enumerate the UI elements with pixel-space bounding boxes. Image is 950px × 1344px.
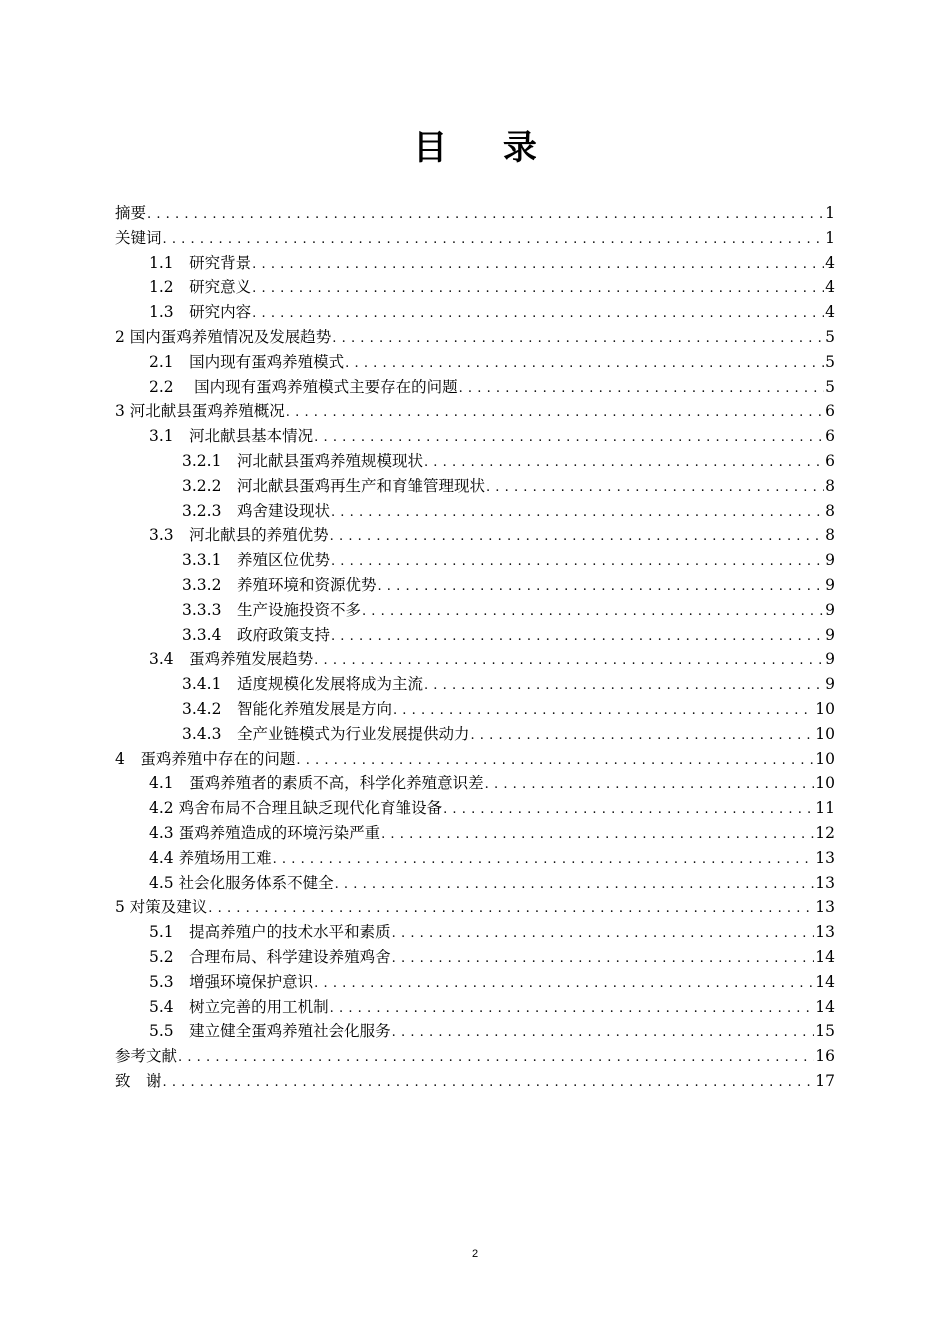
toc-leader-dots (314, 972, 814, 997)
toc-entry-label: 5.2 合理布局、科学建设养殖鸡舍 (149, 947, 391, 966)
toc-entry-page: 9 (825, 600, 835, 619)
toc-entry-label: 3.3 河北献县的养殖优势 (149, 526, 329, 545)
toc-entry (115, 300, 835, 325)
toc-entry (115, 350, 835, 375)
toc-entry-page: 6 (825, 427, 835, 446)
toc-entry-label: 3.4 蛋鸡养殖发展趋势 (149, 650, 314, 669)
toc-entry-label: 4.1 蛋鸡养殖者的素质不高，科学化养殖意识差 (149, 774, 484, 793)
toc-entry-page: 1 (825, 228, 835, 247)
toc-entry-page: 14 (815, 947, 835, 966)
toc-entry-label: 1.3 研究内容 (149, 303, 252, 322)
toc-entry (115, 1044, 835, 1069)
toc-entry-label: 5.3 增强环境保护意识 (149, 972, 314, 991)
toc-leader-dots (208, 897, 814, 922)
toc-entry-page: 14 (815, 972, 835, 991)
toc-entry-page: 8 (825, 501, 835, 520)
toc-entry-page: 17 (815, 1071, 835, 1090)
toc-entry (115, 995, 835, 1020)
toc-leader-dots (470, 724, 814, 749)
toc-entry-label: 4.4 养殖场用工难 (149, 848, 272, 867)
toc-leader-dots (330, 997, 815, 1022)
toc-entry-label: 3.4.3 全产业链模式为行业发展提供动力 (182, 724, 470, 743)
toc-leader-dots (296, 749, 814, 774)
toc-entry-page: 5 (825, 327, 835, 346)
toc-entry (115, 647, 835, 672)
toc-entry-page: 5 (825, 377, 835, 396)
toc-leader-dots (485, 773, 815, 798)
toc-entry-label: 1.1 研究背景 (149, 253, 252, 272)
toc-entry-page: 9 (825, 650, 835, 669)
toc-entry (115, 399, 835, 424)
toc-entry (115, 424, 835, 449)
toc-entry-page: 8 (825, 476, 835, 495)
toc-entry-label: 摘要 (115, 204, 147, 222)
toc-leader-dots (377, 575, 824, 600)
toc-entry-page: 15 (815, 1022, 835, 1041)
toc-entry-page: 9 (825, 625, 835, 644)
toc-entry (115, 275, 835, 300)
toc-entry (115, 846, 835, 871)
toc-entry (115, 499, 835, 524)
toc-leader-dots (345, 352, 824, 377)
toc-entry-page: 4 (825, 278, 835, 297)
toc-leader-dots (330, 525, 824, 550)
toc-entry-label: 2.1 国内现有蛋鸡养殖模式 (149, 352, 345, 371)
toc-entry-page: 9 (825, 675, 835, 694)
toc-leader-dots (314, 426, 824, 451)
toc-entry (115, 573, 835, 598)
toc-leader-dots (178, 1046, 814, 1071)
toc-leader-dots (331, 550, 824, 575)
toc-entry (115, 747, 835, 772)
toc-entry-label: 5.5 建立健全蛋鸡养殖社会化服务 (149, 1022, 391, 1041)
toc-entry-label: 3.2.1 河北献县蛋鸡养殖规模现状 (182, 451, 423, 470)
toc-entry (115, 796, 835, 821)
toc-entry (115, 920, 835, 945)
toc-leader-dots (147, 203, 824, 228)
toc-leader-dots (331, 501, 824, 526)
toc-leader-dots (459, 377, 825, 402)
toc-entry-label: 3.2.2 河北献县蛋鸡再生产和育雏管理现状 (182, 476, 485, 495)
toc-entry (115, 201, 835, 226)
toc-entry-page: 4 (825, 303, 835, 322)
toc-leader-dots (252, 302, 824, 327)
toc-entry-label: 4.5 社会化服务体系不健全 (149, 873, 334, 892)
toc-leader-dots (393, 699, 814, 724)
toc-entry (115, 1019, 835, 1044)
toc-entry-label: 4 蛋鸡养殖中存在的问题 (115, 749, 296, 768)
toc-entry-label: 5.4 树立完善的用工机制 (149, 997, 329, 1016)
toc-entry (115, 945, 835, 970)
page-title: 目 录 (413, 128, 559, 168)
toc-leader-dots (424, 674, 824, 699)
toc-entry-page: 9 (825, 551, 835, 570)
toc-entry (115, 623, 835, 648)
toc-entry-label: 致 谢 (115, 1071, 162, 1090)
toc-entry-page: 6 (825, 402, 835, 421)
toc-entry-label: 3.3.3 生产设施投资不多 (182, 600, 361, 619)
toc-entry (115, 970, 835, 995)
toc-leader-dots (163, 228, 825, 253)
toc-entry-page: 12 (815, 823, 835, 842)
toc-entry-page: 16 (815, 1047, 835, 1066)
toc-entry (115, 226, 835, 251)
toc-leader-dots (252, 277, 824, 302)
toc-entry-label: 4.3 蛋鸡养殖造成的环境污染严重 (149, 823, 381, 842)
toc-entry-label: 5 对策及建议 (115, 898, 208, 917)
toc-entry-label: 5.1 提高养殖户的技术水平和素质 (149, 923, 391, 942)
toc-entry-page: 10 (815, 774, 835, 793)
toc-entry (115, 722, 835, 747)
toc-entry (115, 251, 835, 276)
toc-entry-label: 3.3.2 养殖环境和资源优势 (182, 575, 377, 594)
toc-entry-label: 1.2 研究意义 (149, 278, 252, 297)
page-number: 2 (471, 1248, 479, 1260)
toc-leader-dots (331, 625, 824, 650)
toc-entry-page: 8 (825, 526, 835, 545)
toc-entry-page: 9 (825, 575, 835, 594)
toc-leader-dots (392, 922, 815, 947)
toc-entry-label: 3 河北献县蛋鸡养殖概况 (115, 402, 285, 421)
toc-leader-dots (486, 476, 824, 501)
toc-leader-dots (335, 873, 815, 898)
toc-entry-page: 1 (825, 204, 835, 222)
toc-entry-page: 13 (815, 898, 835, 917)
toc-entry-page: 13 (815, 873, 835, 892)
toc-leader-dots (362, 600, 824, 625)
toc-entry (115, 697, 835, 722)
toc-entry (115, 895, 835, 920)
toc-entry (115, 871, 835, 896)
toc-entry-label: 3.3.4 政府政策支持 (182, 625, 330, 644)
toc-entry-page: 6 (825, 451, 835, 470)
toc-leader-dots (332, 327, 824, 352)
toc-entry-page: 10 (815, 699, 835, 718)
toc-entry-page: 14 (815, 997, 835, 1016)
toc-entry (115, 449, 835, 474)
toc-entry (115, 474, 835, 499)
toc-leader-dots (314, 649, 824, 674)
toc-entry (115, 548, 835, 573)
toc-entry-page: 4 (825, 253, 835, 272)
toc-leader-dots (163, 1071, 815, 1096)
toc-entry (115, 672, 835, 697)
toc-entry-page: 10 (815, 724, 835, 743)
toc-entry (115, 1069, 835, 1094)
toc-entry-label: 4.2 鸡舍布局不合理且缺乏现代化育雏设备 (149, 799, 443, 818)
toc-entry-label: 参考文献 (115, 1047, 178, 1066)
toc-leader-dots (392, 1021, 815, 1046)
toc-leader-dots (381, 823, 814, 848)
toc-leader-dots (392, 947, 815, 972)
toc-entry-page: 11 (815, 799, 835, 818)
toc-entry-label: 3.1 河北献县基本情况 (149, 427, 314, 446)
toc-entry-page: 5 (825, 352, 835, 371)
toc-entry-page: 13 (815, 848, 835, 867)
toc-entry-label: 2.2 国内现有蛋鸡养殖模式主要存在的问题 (149, 377, 458, 396)
table-of-contents (115, 201, 835, 1094)
toc-leader-dots (443, 798, 814, 823)
toc-entry-page: 10 (815, 749, 835, 768)
toc-entry-label: 3.3.1 养殖区位优势 (182, 551, 330, 570)
toc-entry (115, 821, 835, 846)
toc-entry (115, 523, 835, 548)
toc-entry (115, 325, 835, 350)
toc-leader-dots (273, 848, 815, 873)
toc-leader-dots (424, 451, 824, 476)
toc-leader-dots (252, 253, 824, 278)
toc-entry (115, 598, 835, 623)
toc-entry-page: 13 (815, 923, 835, 942)
toc-entry-label: 2 国内蛋鸡养殖情况及发展趋势 (115, 327, 332, 346)
toc-entry-label: 3.4.1 适度规模化发展将成为主流 (182, 675, 423, 694)
toc-leader-dots (286, 401, 824, 426)
toc-entry-label: 3.4.2 智能化养殖发展是方向 (182, 699, 392, 718)
toc-entry-label: 3.2.3 鸡舍建设现状 (182, 501, 330, 520)
toc-entry-label: 关键词 (115, 228, 162, 247)
toc-entry (115, 375, 835, 400)
toc-entry (115, 771, 835, 796)
